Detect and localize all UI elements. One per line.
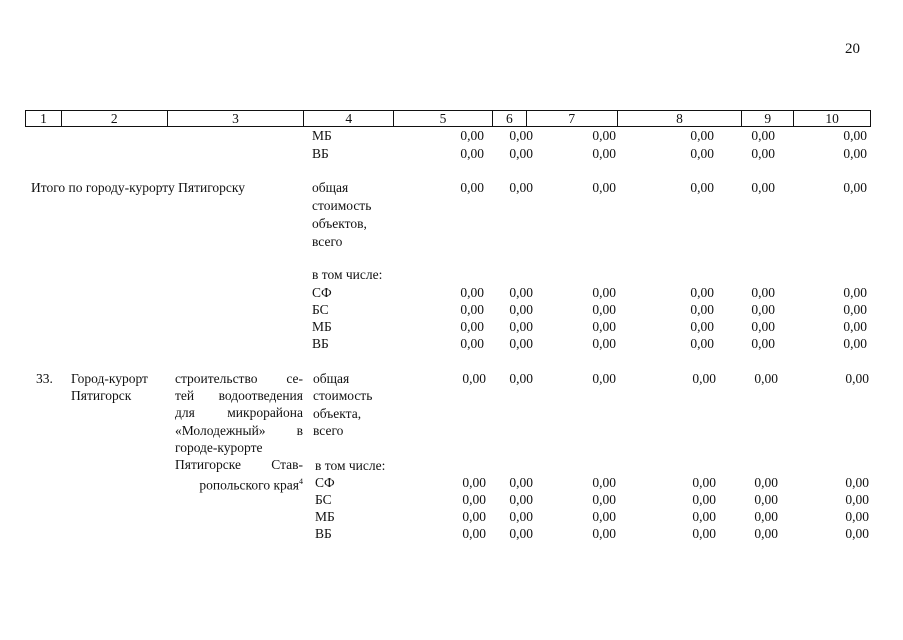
value-cell: 0,00	[690, 128, 714, 143]
desc-line: общая	[313, 371, 350, 386]
value-cell: 0,00	[751, 128, 775, 143]
value-cell: 0,00	[592, 509, 616, 524]
value-cell: 0,00	[690, 285, 714, 300]
value-cell: 0,00	[751, 180, 775, 195]
object-line: «Молодежный» в	[175, 422, 303, 438]
value-cell: 0,00	[845, 371, 869, 386]
row-number: 33.	[36, 371, 53, 386]
value-cell: 0,00	[845, 492, 869, 507]
fund-label: ВБ	[312, 336, 329, 351]
value-cell: 0,00	[592, 319, 616, 334]
object-line-last	[175, 473, 303, 494]
value-cell: 0,00	[754, 475, 778, 490]
value-cell: 0,00	[751, 146, 775, 161]
value-cell: 0,00	[843, 180, 867, 195]
fund-label: БС	[315, 492, 332, 507]
header-col-1: 1	[26, 111, 62, 126]
fund-label: МБ	[315, 509, 335, 524]
value-cell: 0,00	[592, 526, 616, 541]
value-cell: 0,00	[843, 285, 867, 300]
fund-label: ВБ	[312, 146, 329, 161]
fund-label: СФ	[312, 285, 332, 300]
value-cell: 0,00	[692, 509, 716, 524]
header-col-2: 2	[62, 111, 168, 126]
value-cell: 0,00	[592, 336, 616, 351]
footnote-mark: 4	[299, 477, 303, 487]
value-cell: 0,00	[460, 285, 484, 300]
value-cell: 0,00	[592, 371, 616, 386]
value-cell: 0,00	[460, 146, 484, 161]
value-cell: 0,00	[592, 285, 616, 300]
value-cell: 0,00	[592, 128, 616, 143]
page-number: 20	[845, 41, 860, 57]
value-cell: 0,00	[462, 475, 486, 490]
value-cell: 0,00	[843, 128, 867, 143]
value-cell: 0,00	[460, 180, 484, 195]
value-cell: 0,00	[509, 509, 533, 524]
value-cell: 0,00	[692, 371, 716, 386]
value-cell: 0,00	[843, 146, 867, 161]
value-cell: 0,00	[460, 319, 484, 334]
value-cell: 0,00	[592, 180, 616, 195]
value-cell: 0,00	[843, 302, 867, 317]
value-cell: 0,00	[690, 336, 714, 351]
value-cell: 0,00	[509, 285, 533, 300]
object-line: Пятигорске Став-	[175, 457, 303, 473]
value-cell: 0,00	[509, 475, 533, 490]
value-cell: 0,00	[754, 492, 778, 507]
fund-label: СФ	[315, 475, 335, 490]
object-line: ропольского края	[199, 477, 299, 493]
value-cell: 0,00	[751, 319, 775, 334]
value-cell: 0,00	[509, 302, 533, 317]
header-col-7: 7	[527, 111, 618, 126]
value-cell: 0,00	[754, 371, 778, 386]
total-title: Итого по городу-курорту Пятигорску	[31, 180, 246, 195]
desc-line: всего	[313, 423, 344, 438]
value-cell: 0,00	[845, 509, 869, 524]
object-line: для микрорайона	[175, 405, 303, 421]
value-cell: 0,00	[509, 128, 533, 143]
value-cell: 0,00	[690, 146, 714, 161]
fund-label: МБ	[312, 128, 332, 143]
value-cell: 0,00	[690, 180, 714, 195]
value-cell: 0,00	[692, 492, 716, 507]
value-cell: 0,00	[460, 302, 484, 317]
city-line: Пятигорск	[71, 388, 132, 403]
desc-line: общая	[312, 180, 349, 195]
value-cell: 0,00	[690, 319, 714, 334]
value-cell: 0,00	[843, 319, 867, 334]
value-cell: 0,00	[509, 180, 533, 195]
value-cell: 0,00	[509, 492, 533, 507]
value-cell: 0,00	[509, 146, 533, 161]
fund-label: ВБ	[315, 526, 332, 541]
header-col-9: 9	[742, 111, 794, 126]
header-col-4: 4	[304, 111, 394, 126]
header-col-6: 6	[493, 111, 527, 126]
including-label: в том числе:	[312, 267, 383, 282]
fund-label: БС	[312, 302, 329, 317]
value-cell: 0,00	[460, 336, 484, 351]
value-cell: 0,00	[509, 336, 533, 351]
desc-line: объекта,	[313, 406, 362, 421]
value-cell: 0,00	[509, 371, 533, 386]
desc-line: всего	[312, 234, 343, 249]
value-cell: 0,00	[754, 509, 778, 524]
value-cell: 0,00	[751, 285, 775, 300]
including-label: в том числе:	[315, 458, 386, 473]
desc-line: стоимость	[312, 198, 372, 213]
value-cell: 0,00	[509, 319, 533, 334]
value-cell: 0,00	[462, 526, 486, 541]
header-col-8: 8	[618, 111, 743, 126]
object-description	[175, 370, 303, 494]
value-cell: 0,00	[462, 492, 486, 507]
desc-line: стоимость	[313, 388, 373, 403]
value-cell: 0,00	[754, 526, 778, 541]
header-col-5: 5	[394, 111, 493, 126]
value-cell: 0,00	[751, 336, 775, 351]
value-cell: 0,00	[592, 492, 616, 507]
value-cell: 0,00	[509, 526, 533, 541]
value-cell: 0,00	[462, 371, 486, 386]
value-cell: 0,00	[592, 302, 616, 317]
object-line: тей водоотведения	[175, 388, 303, 404]
value-cell: 0,00	[692, 475, 716, 490]
city-line: Город-курорт	[71, 371, 148, 386]
value-cell: 0,00	[592, 146, 616, 161]
header-col-10: 10	[825, 111, 839, 126]
object-line: строительство се-	[175, 371, 303, 386]
value-cell: 0,00	[460, 128, 484, 143]
value-cell: 0,00	[592, 475, 616, 490]
value-cell: 0,00	[692, 526, 716, 541]
value-cell: 0,00	[845, 526, 869, 541]
fund-label: МБ	[312, 319, 332, 334]
header-col-3: 3	[168, 111, 305, 126]
value-cell: 0,00	[751, 302, 775, 317]
value-cell: 0,00	[843, 336, 867, 351]
object-line: городе-курорте	[175, 439, 263, 455]
value-cell: 0,00	[690, 302, 714, 317]
table-header	[25, 110, 871, 127]
value-cell: 0,00	[845, 475, 869, 490]
value-cell: 0,00	[462, 509, 486, 524]
desc-line: объектов,	[312, 216, 367, 231]
